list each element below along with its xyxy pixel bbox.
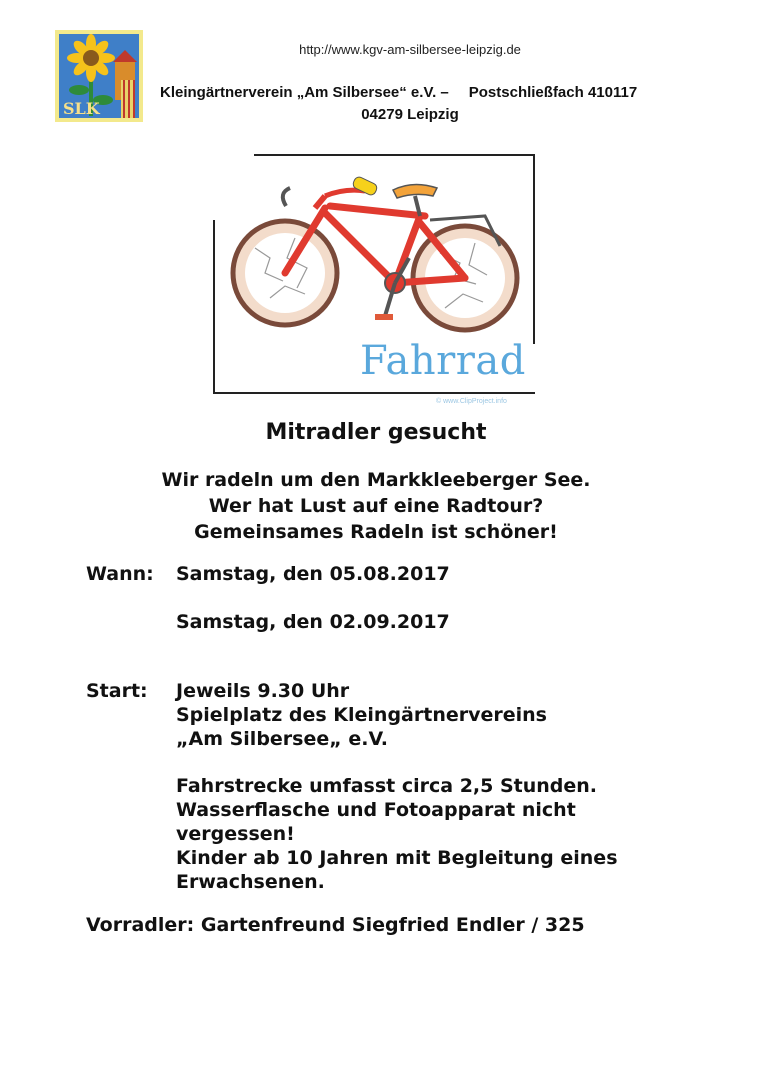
start-line: Jeweils 9.30 Uhr — [176, 680, 350, 702]
start-line: „Am Silbersee„ e.V. — [176, 728, 388, 750]
start-line: Spielplatz des Kleingärtnervereins — [176, 704, 547, 726]
headline: Mitradler gesucht — [265, 420, 487, 445]
frame-bottom — [213, 392, 535, 394]
start-details — [176, 679, 736, 751]
frame-top — [254, 154, 535, 156]
when-label: Wann: — [86, 563, 154, 585]
postbox: Postschließfach 410117 — [468, 84, 638, 101]
club-logo — [55, 30, 143, 122]
start-label: Start: — [86, 680, 148, 702]
detail-line: vergessen! — [176, 823, 295, 845]
website-url: http://www.kgv-am-silbersee-leipzig.de — [299, 42, 521, 57]
detail-line: Wasserflasche und Fotoapparat nicht — [176, 799, 576, 821]
intro-text — [0, 467, 752, 545]
clipart-caption: Fahrrad — [360, 338, 526, 384]
intro-line: Wer hat Lust auf eine Radtour? — [208, 495, 544, 517]
detail-line: Fahrstrecke umfasst circa 2,5 Stunden. — [176, 775, 598, 797]
detail-line: Kinder ab 10 Jahren mit Begleitung eines — [176, 847, 618, 869]
logo-letters: SLK — [63, 99, 100, 118]
intro-line: Wir radeln um den Markkleeberger See. — [161, 469, 591, 491]
organisation-name: Kleingärtnerverein „Am Silbersee“ e.V. – — [160, 84, 449, 101]
ride-leader: Vorradler: Gartenfreund Siegfried Endler / 325 — [86, 914, 585, 936]
organisation-line — [160, 84, 637, 101]
clipart-credit: © www.ClipProject.info — [436, 398, 507, 405]
date-2: Samstag, den 02.09.2017 — [176, 611, 450, 633]
intro-line: Gemeinsames Radeln ist schöner! — [194, 521, 558, 543]
detail-line: Erwachsenen. — [176, 871, 325, 893]
frame-right — [533, 154, 535, 344]
frame-left — [213, 220, 215, 394]
bicycle-illustration — [225, 168, 525, 338]
postal-city: 04279 Leipzig — [361, 106, 459, 123]
date-1: Samstag, den 05.08.2017 — [176, 563, 450, 585]
tour-details — [176, 774, 736, 894]
